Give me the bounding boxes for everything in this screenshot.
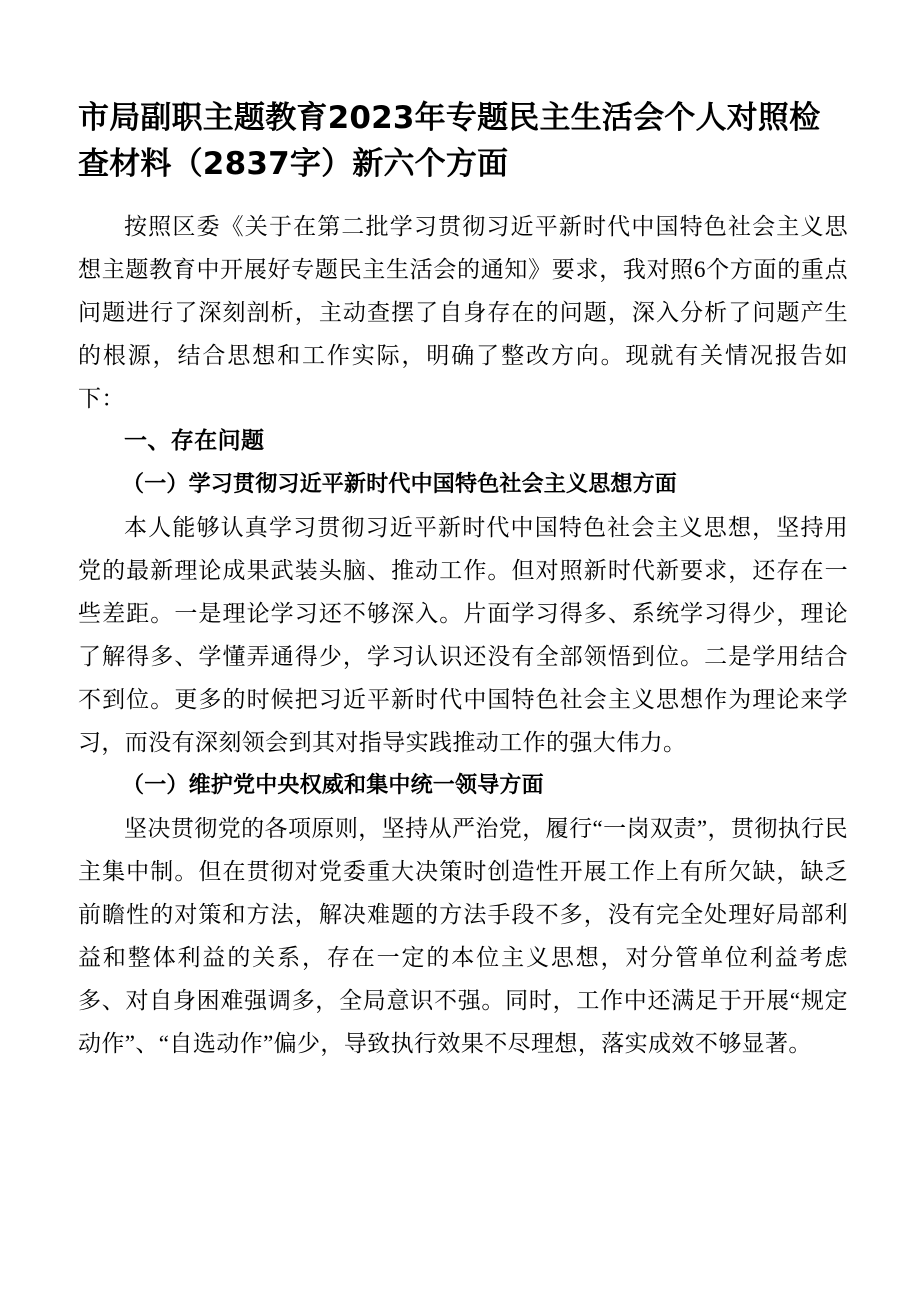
section-heading-existing-problems: 一、存在问题 — [124, 428, 265, 454]
subsection-heading-party-authority: （一）维护党中央权威和集中统一领导方面 — [122, 773, 544, 798]
paragraph-party-authority: 坚决贯彻党的各项原则，坚持从严治党，履行“一岗双责”，贯彻执行民主集中制。但在贯彻对党委重大决策时创造性开展工作上有所欠缺，缺乏前瞻性的对策和方法，解决难题的方法手段不多，没有完全处理好局部利益和整体利益的关系，存在一定的本位主义思想，对分管单位利益考虑多、对自身困难强调多，全局意识不强。同时，工作中还满足于开展“规定动作”、“自选动作”偏少，导致执行效果不尽理想，落实成效不够显著。 — [78, 816, 848, 1056]
paragraph-study-implement: 本人能够认真学习贯彻习近平新时代中国特色社会主义思想，坚持用党的最新理论成果武装头脑、推动工作。但对照新时代新要求，还存在一些差距。一是理论学习还不够深入。片面学习得多、系统学习得少，理论了解得多、学懂弄通得少，学习认识还没有全部领悟到位。二是学用结合不到位。更多的时候把习近平新时代中国特色社会主义思想作为理论来学习，而没有深刻领会到其对指导实践推动工作的强大伟力。 — [78, 515, 848, 755]
paragraph-intro: 按照区委《关于在第二批学习贯彻习近平新时代中国特色社会主义思想主题教育中开展好专题民主生活会的通知》要求，我对照6个方面的重点问题进行了深刻剖析，主动查摆了自身存在的问题，深入分析了问题产生的根源，结合思想和工作实际，明确了整改方向。现就有关情况报告如下： — [78, 214, 848, 411]
page-title: 市局副职主题教育2023年专题民主生活会个人对照检查材料（2837字）新六个方面 — [78, 100, 821, 182]
subsection-heading-study-implement: （一）学习贯彻习近平新时代中国特色社会主义思想方面 — [122, 472, 678, 497]
